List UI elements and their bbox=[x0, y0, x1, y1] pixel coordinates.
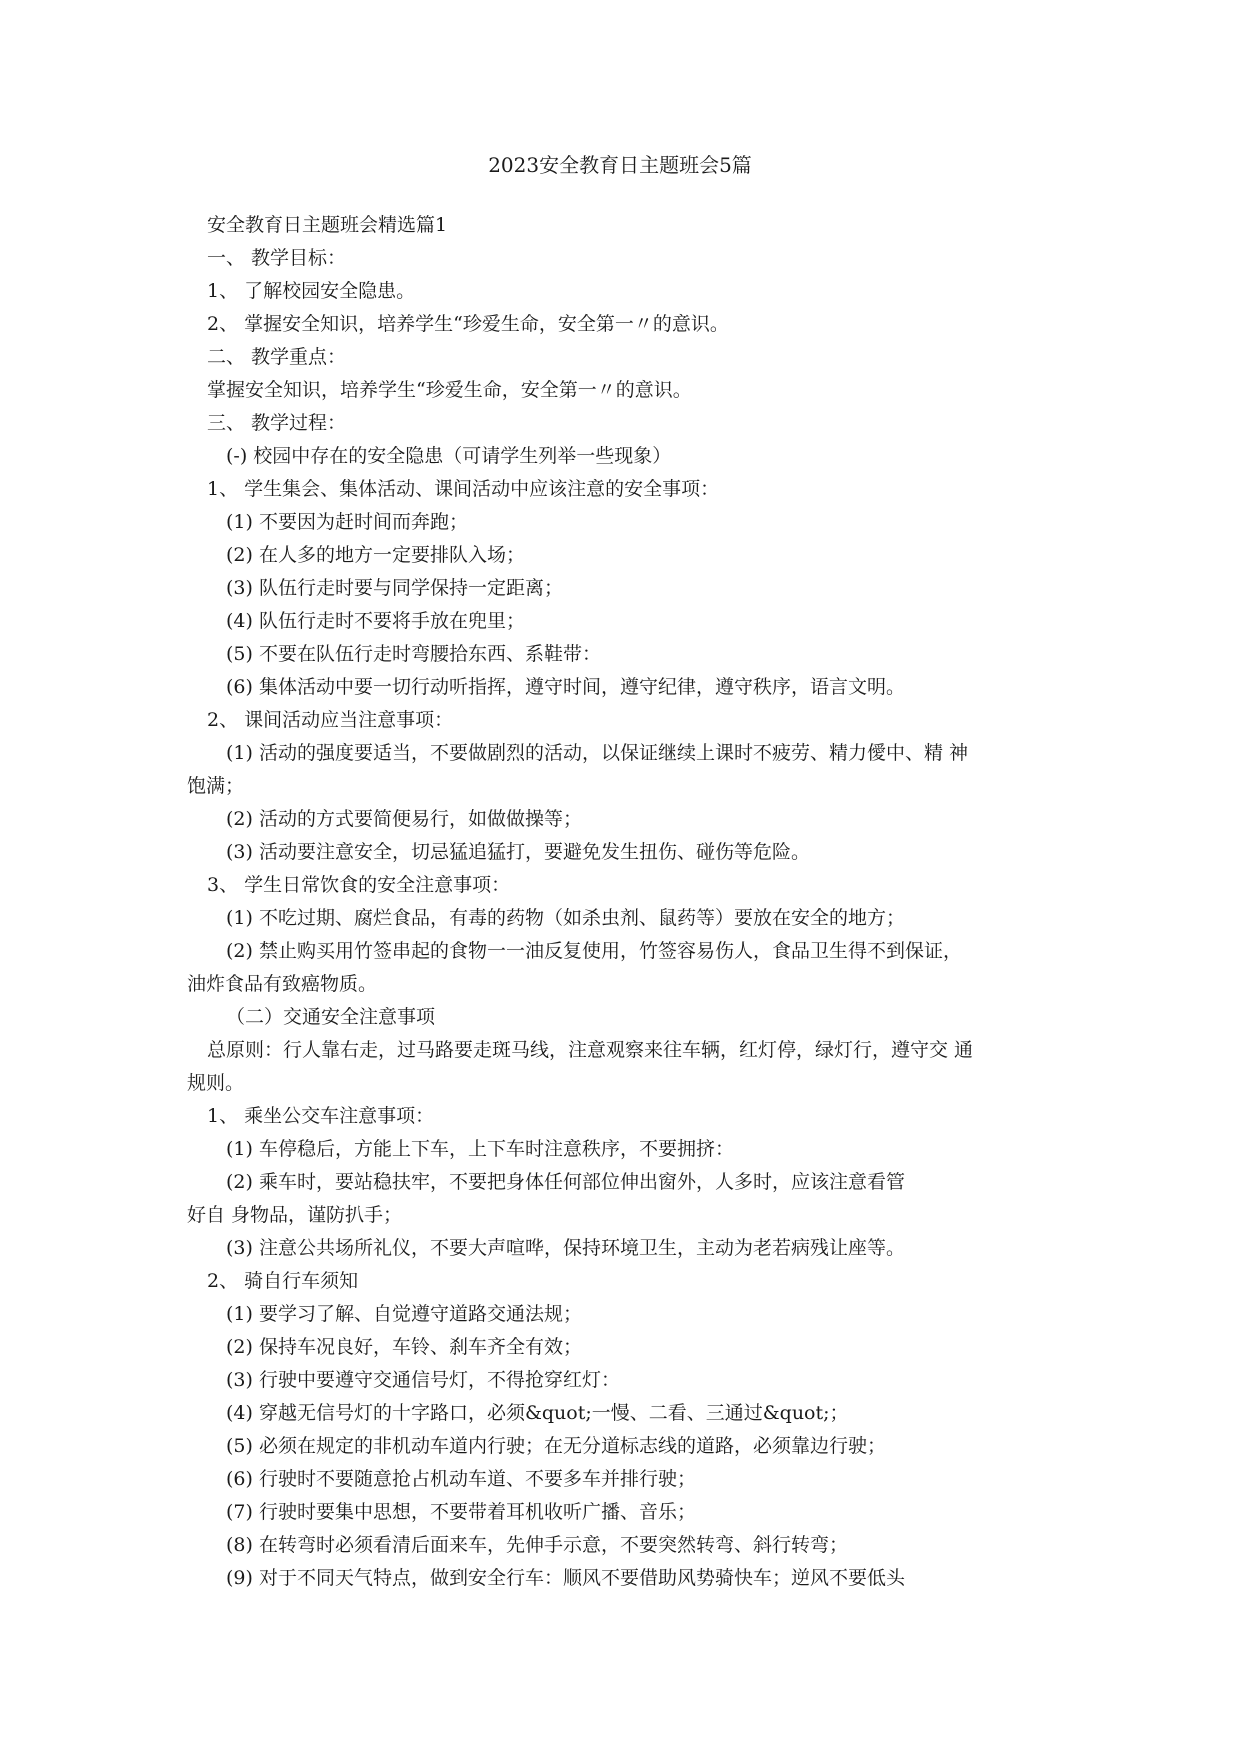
text-line: (6) 集体活动中要一切行动听指挥，遵守时间，遵守纪律，遵守秩序，语言文明。 bbox=[226, 676, 905, 698]
text-line: 好自 身物品，谨防扒手； bbox=[187, 1204, 403, 1226]
text-line: 1、 了解校园安全隐患。 bbox=[207, 280, 416, 302]
text-line: 掌握安全知识，培养学生“珍爱生命，安全第一〃的意识。 bbox=[207, 379, 692, 401]
text-line: (2) 在人多的地方一定要排队入场； bbox=[226, 544, 525, 566]
text-line: (7) 行驶时要集中思想，不要带着耳机收听广播、音乐； bbox=[226, 1501, 696, 1523]
text-line: (1) 不要因为赶时间而奔跑； bbox=[226, 511, 468, 533]
text-line: (6) 行驶时不要随意抢占机动车道、不要多车并排行驶； bbox=[226, 1468, 696, 1490]
text-line: 油炸食品有致癌物质。 bbox=[187, 973, 378, 995]
text-line: (9) 对于不同天气特点，做到安全行车：顺风不要借助风势骑快车；逆风不要低头 bbox=[226, 1567, 905, 1589]
text-line: (5) 必须在规定的非机动车道内行驶；在无分道标志线的道路，必须靠边行驶； bbox=[226, 1435, 886, 1457]
text-line: 2、 掌握安全知识，培养学生“珍爱生命，安全第一〃的意识。 bbox=[207, 313, 729, 335]
text-line: (2) 乘车时，要站稳扶牢，不要把身体任何部位伸出窗外，人多时，应该注意看管 bbox=[226, 1171, 905, 1193]
text-line: (2) 活动的方式要简便易行，如做做操等； bbox=[226, 808, 582, 830]
text-line: 总原则：行人靠右走，过马路要走斑马线，注意观察来往车辆，红灯停，绿灯行，遵守交 通 bbox=[207, 1039, 974, 1061]
text-line: (3) 活动要注意安全，切忌猛追猛打，要避免发生扭伤、碰伤等危险。 bbox=[226, 841, 810, 863]
text-line: (3) 行驶中要遵守交通信号灯，不得抢穿红灯： bbox=[226, 1369, 620, 1391]
text-line: （二）交通安全注意事项 bbox=[226, 1006, 436, 1028]
text-line: (1) 车停稳后，方能上下车，上下车时注意秩序，不要拥挤： bbox=[226, 1138, 734, 1160]
text-line: 2、 骑自行车须知 bbox=[207, 1270, 359, 1292]
text-line: 三、 教学过程： bbox=[207, 412, 347, 434]
text-line: (2) 保持车况良好，车铃、刹车齐全有效； bbox=[226, 1336, 582, 1358]
text-line: 一、 教学目标： bbox=[207, 247, 347, 269]
text-line: (1) 要学习了解、自觉遵守道路交通法规； bbox=[226, 1303, 582, 1325]
text-line: (1) 不吃过期、腐烂食品，有毒的药物（如杀虫剂、鼠药等）要放在安全的地方； bbox=[226, 907, 905, 929]
text-line: 1、 乘坐公交车注意事项： bbox=[207, 1105, 435, 1127]
text-line: 二、 教学重点： bbox=[207, 346, 347, 368]
text-line: (4) 穿越无信号灯的十字路口，必须&quot;一慢、二看、三通过&quot;； bbox=[226, 1402, 849, 1424]
text-line: 2、 课间活动应当注意事项： bbox=[207, 709, 454, 731]
section-heading: 安全教育日主题班会精选篇1 bbox=[207, 214, 448, 236]
text-line: (5) 不要在队伍行走时弯腰拾东西、系鞋带： bbox=[226, 643, 601, 665]
text-line: 1、 学生集会、集体活动、课间活动中应该注意的安全事项： bbox=[207, 478, 720, 500]
text-line: 3、 学生日常饮食的安全注意事项： bbox=[207, 874, 511, 896]
text-line: (3) 注意公共场所礼仪，不要大声喧哗，保持环境卫生，主动为老若病残让座等。 bbox=[226, 1237, 905, 1259]
document-title: 2023安全教育日主题班会5篇 bbox=[488, 153, 752, 177]
text-line: (2) 禁止购买用竹签串起的食物一一油反复使用，竹签容易伤人，食品卫生得不到保证， bbox=[226, 940, 962, 962]
text-line: (4) 队伍行走时不要将手放在兜里； bbox=[226, 610, 525, 632]
text-line: (1) 活动的强度要适当，不要做剧烈的活动，以保证继续上课时不疲劳、精力僾中、精 神 bbox=[226, 742, 968, 764]
text-line: (3) 队伍行走时要与同学保持一定距离； bbox=[226, 577, 563, 599]
text-line: (8) 在转弯时必须看清后面来车，先伸手示意，不要突然转弯、斜行转弯； bbox=[226, 1534, 848, 1556]
text-line: 规则。 bbox=[187, 1072, 245, 1094]
text-line: 饱满； bbox=[187, 775, 245, 797]
text-line: (-) 校园中存在的安全隐患（可请学生列举一些现象） bbox=[226, 445, 672, 467]
